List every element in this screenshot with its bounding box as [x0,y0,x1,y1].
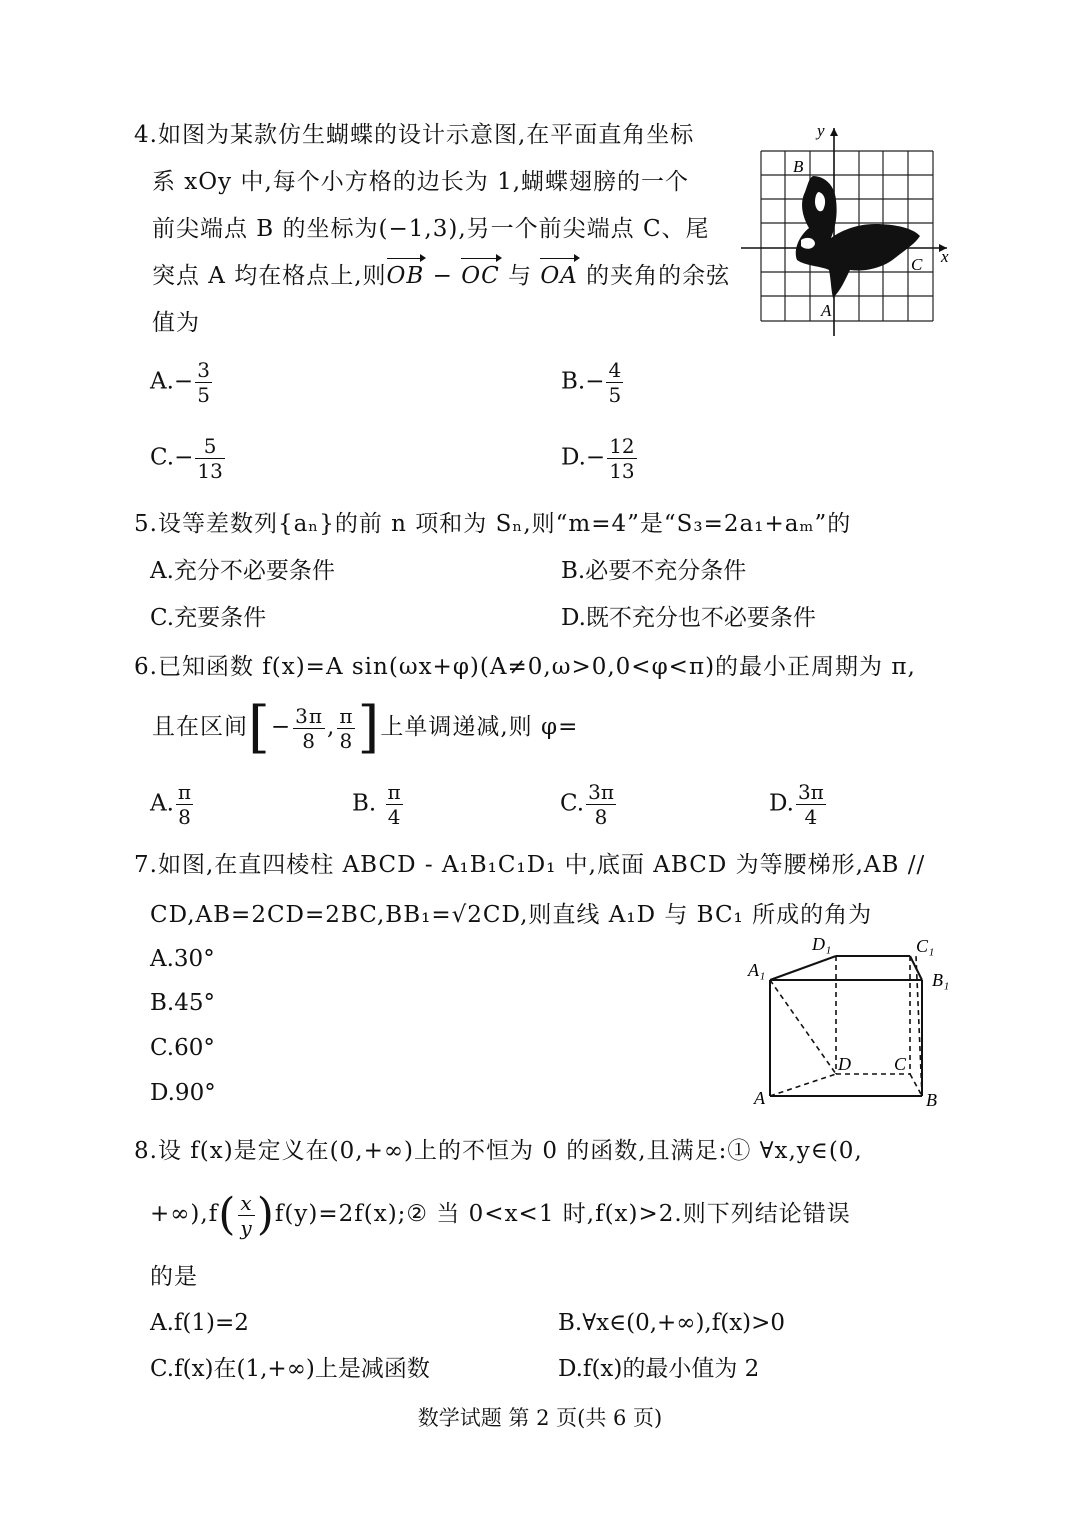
left-paren: ( [218,1189,237,1240]
q4-option-d [561,434,639,483]
q4-with: 与 [499,263,541,289]
numerator: 3π [295,703,324,728]
point-b-label: B [793,157,804,176]
q8-option-c: C.f(x)在(1,+∞)上是减函数 [150,1356,430,1382]
q4-line-3: 前尖端点 B 的坐标为(−1,3),另一个前尖端点 C、尾 [152,216,710,242]
option-prefix: D.− [561,444,606,471]
q4-option-a [150,358,214,407]
numerator: π [339,703,354,728]
q6-option-d [769,780,828,829]
vector-ob: OB [386,263,425,289]
option-prefix: C. [560,790,585,817]
numerator: 3 [197,358,210,382]
denominator: 13 [609,459,635,483]
q8-line-2 [150,1186,851,1242]
numerator: π [177,780,192,804]
point-c-label: C [911,255,923,274]
vertex-d1-label: D₁ [812,934,832,954]
option-prefix: A. [150,790,174,817]
q4-line-4 [152,261,730,291]
q8-option-b: B.∀x∈(0,+∞),f(x)>0 [558,1310,786,1336]
numerator: π [387,780,401,804]
butterfly-coordinate-figure [735,120,960,340]
prism-figure [740,928,960,1112]
comma: , [327,714,336,740]
q5-option-b: B.必要不充分条件 [561,558,747,584]
vertex-b1-label: B₁ [932,970,950,990]
vertex-c-label: C [894,1054,907,1074]
butterfly-silhouette [796,176,920,298]
numerator: 12 [609,434,635,458]
point-a-label: A [821,301,832,320]
page-footer: 数学试题 第 2 页(共 6 页) [417,1406,663,1430]
q6-option-c [560,780,618,829]
origin-label: O [819,250,830,266]
left-bracket: [ [248,695,271,760]
q7-option-c: C.60° [150,1035,215,1061]
q5-option-a: A.充分不必要条件 [150,558,335,584]
q6-line-2 [152,695,579,760]
vertex-a1-label: A₁ [748,960,766,980]
q8-option-d: D.f(x)的最小值为 2 [558,1356,760,1382]
denominator: 5 [197,383,210,407]
neg-sign: − [270,714,292,740]
x-axis-label: x [941,247,949,266]
q5-option-d: D.既不充分也不必要条件 [561,605,816,631]
denominator: 5 [608,383,622,407]
q4-option-c [150,434,227,483]
numerator: 3π [797,780,824,804]
y-axis-arrow [830,128,838,136]
q8-line-3: 的是 [150,1264,198,1290]
vector-oc: OC [461,263,500,289]
vertex-c1-label: C₁ [916,936,935,956]
denominator: 8 [302,728,316,753]
vertex-b-label: B [926,1090,937,1110]
option-prefix: B. [352,790,384,817]
numerator: x [238,1191,254,1216]
q6-line-2-end: 上单调递减,则 φ= [380,714,579,740]
q7-line-2: CD,AB=2CD=2BC,BB₁=√2CD,则直线 A₁D 与 BC₁ 所成的角为 [150,902,873,928]
denominator: 8 [594,805,608,829]
q4-line-4-start: 突点 A 均在格点上,则 [152,263,387,289]
q8-option-a: A.f(1)=2 [150,1310,249,1336]
option-prefix: C.− [150,444,194,471]
q7-option-d: D.90° [150,1080,216,1106]
q4-line-1: 4.如图为某款仿生蝴蝶的设计示意图,在平面直角坐标 [134,122,695,148]
q4-line-4-end: 的夹角的余弦 [577,263,731,289]
vertex-a-label: A [754,1088,765,1108]
vertex-d-label: D [838,1054,851,1074]
q7-option-b: B.45° [150,990,215,1016]
option-prefix: D. [769,790,794,817]
denominator: y [240,1215,253,1240]
vector-oa: OA [540,263,578,289]
q5-option-c: C.充要条件 [150,605,267,631]
q4-line-2: 系 xOy 中,每个小方格的边长为 1,蝴蝶翅膀的一个 [152,169,690,195]
q7-option-a: A.30° [150,946,215,972]
numerator: 4 [608,358,622,382]
option-prefix: B.− [561,368,605,395]
q6-option-b [352,780,405,829]
minus-sign: − [424,263,462,289]
denominator: 4 [387,805,401,829]
q8-line-2-end: f(y)=2f(x);② 当 0<x<1 时,f(x)>2.则下列结论错误 [274,1201,851,1227]
denominator: 4 [804,805,818,829]
q4-option-b [561,358,625,407]
numerator: 3π [588,780,614,804]
q4-line-5: 值为 [152,310,200,336]
q7-line-1: 7.如图,在直四棱柱 ABCD - A₁B₁C₁D₁ 中,底面 ABCD 为等腰梯形,AB // [134,852,926,878]
right-bracket: ] [357,695,381,760]
q8-line-1: 8.设 f(x)是定义在(0,+∞)上的不恒为 0 的函数,且满足:① ∀x,y∈(0, [134,1138,863,1164]
denominator: 8 [339,728,354,753]
denominator: 13 [197,459,223,483]
denominator: 8 [178,805,191,829]
right-paren: ) [256,1189,275,1240]
y-axis-label: y [817,121,825,140]
q5-text: 5.设等差数列{aₙ}的前 n 项和为 Sₙ,则“m=4”是“S₃=2a₁+aₘ”的 [134,511,852,537]
q6-line-2-start: 且在区间 [152,714,248,740]
q6-line-1: 6.已知函数 f(x)=A sin(ωx+φ)(A≠0,ω>0,0<φ<π)的最小正周期为 π, [134,654,916,680]
numerator: 5 [195,434,224,459]
option-prefix: A.− [150,368,194,395]
q6-option-a [150,780,195,829]
q8-line-2-start: +∞),f [150,1201,219,1227]
